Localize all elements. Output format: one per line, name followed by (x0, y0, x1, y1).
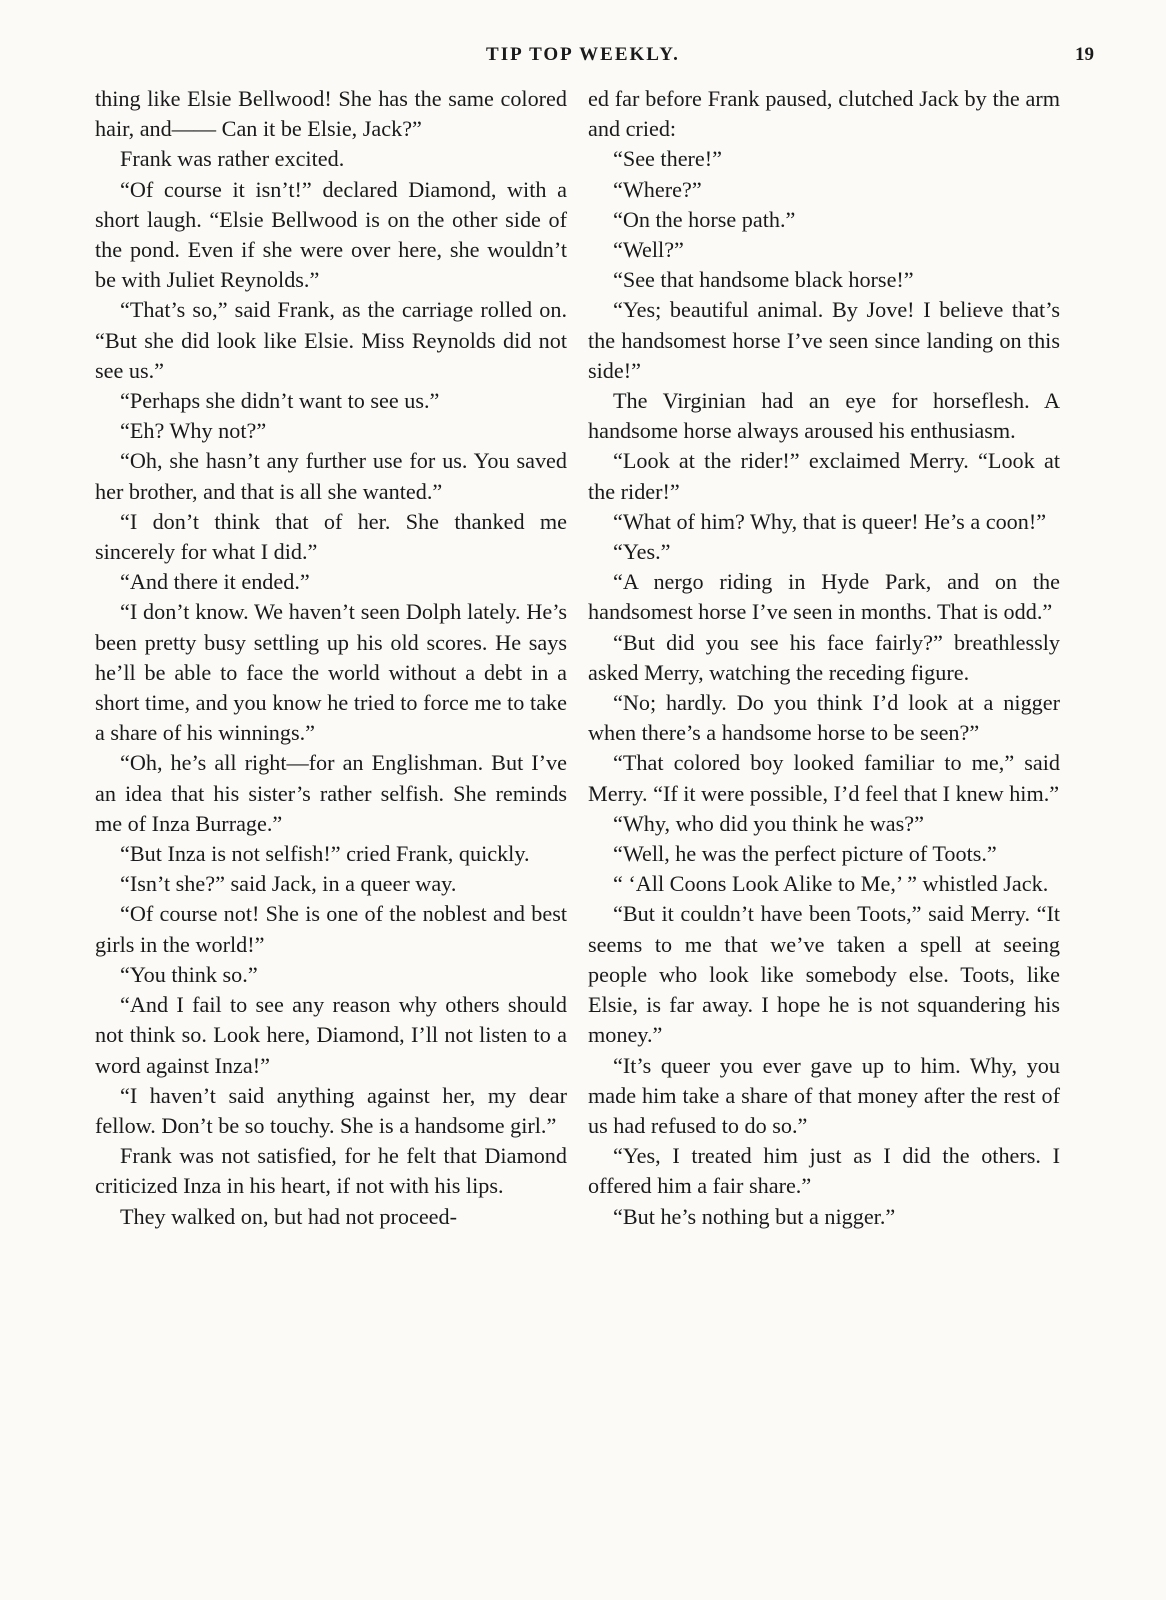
paragraph: “Of course it isn’t!” declared Diamond, with a short laugh. “Elsie Bellwood is on the other side of the pond. Even if she were over here, she wouldn’t be with Juliet Reynolds.” (95, 176, 567, 293)
paragraph: “That colored boy looked familiar to me,” said Merry. “If it were possible, I’d feel that I knew him.” (588, 750, 1060, 806)
paragraph: “What of him? Why, that is queer! He’s a coon!” (613, 508, 1047, 534)
paragraph: “Isn’t she?” said Jack, in a queer way. (120, 871, 457, 897)
paragraph: Frank was not satisfied, for he felt that Diamond criticized Inza in his heart, if not with his lips. (95, 1143, 567, 1199)
paragraph: “I don’t think that of her. She thanked me sincerely for what I did.” (95, 508, 567, 565)
paragraph: “Well?” (613, 237, 684, 263)
paragraph: “Yes.” (613, 539, 671, 565)
paragraph: “I don’t know. We haven’t seen Dolph lately. He’s been pretty busy settling up his old scores. He says he’ll be able to face the world without a debt in a short time, and you know he tried to force me to take a share of his winnings.” (95, 599, 567, 746)
paragraph: “Eh? Why not?” (120, 418, 267, 444)
paragraph: “You think so.” (120, 961, 258, 987)
paragraph: “Yes; beautiful animal. By Jove! I believe that’s the handsomest horse I’ve seen since landing on this side!” (588, 297, 1060, 383)
left-column (95, 84, 567, 1232)
paragraph: “Perhaps she didn’t want to see us.” (120, 388, 440, 414)
paragraph: Frank was rather excited. (120, 146, 345, 172)
paragraph: “Where?” (613, 176, 702, 202)
paragraph: “A nergo riding in Hyde Park, and on the handsomest horse I’ve seen in months. That is odd.” (588, 569, 1060, 625)
paragraph: ed far before Frank paused, clutched Jack by the arm and cried: (588, 86, 1060, 142)
paragraph: “ ‘All Coons Look Alike to Me,’ ” whistled Jack. (613, 871, 1049, 897)
paragraph: “Why, who did you think he was?” (613, 810, 924, 836)
paragraph: “But Inza is not selfish!” cried Frank, quickly. (120, 841, 530, 867)
paragraph: “And I fail to see any reason why others should not think so. Look here, Diamond, I’ll not listen to a word against Inza!” (95, 992, 567, 1078)
page-header (0, 44, 1166, 74)
paragraph: The Virginian had an eye for horseflesh. A handsome horse always aroused his enthusiasm. (588, 388, 1060, 444)
paragraph: “Oh, he’s all right—for an Englishman. But I’ve an idea that his sister’s rather selfish. She reminds me of Inza Burrage.” (95, 750, 567, 836)
paragraph: “Of course not! She is one of the noblest and best girls in the world!” (95, 901, 567, 957)
paragraph: “But he’s nothing but a nigger.” (613, 1203, 896, 1229)
right-column (588, 84, 1060, 1232)
paragraph: “Well, he was the perfect picture of Toots.” (613, 841, 997, 867)
paragraph: “On the horse path.” (613, 206, 796, 232)
paragraph: “But it couldn’t have been Toots,” said Merry. “It seems to me that we’ve taken a spell at seeing people who look like somebody else. Toots, like Elsie, is far away. I hope he is not squandering his money.” (588, 901, 1060, 1048)
paragraph: “But did you see his face fairly?” breathlessly asked Merry, watching the receding figure. (588, 629, 1060, 685)
paragraph: “Look at the rider!” exclaimed Merry. “Look at the rider!” (588, 448, 1060, 504)
paragraph: “That’s so,” said Frank, as the carriage rolled on. “But she did look like Elsie. Miss Reynolds did not see us.” (95, 297, 567, 383)
paragraph: thing like Elsie Bellwood! She has the same colored hair, and—— Can it be Elsie, Jack?” (95, 86, 567, 142)
page-number: 19 (1075, 44, 1094, 65)
paragraph: “Yes, I treated him just as I did the others. I offered him a fair share.” (588, 1143, 1060, 1199)
paragraph: “See that handsome black horse!” (613, 267, 914, 293)
paragraph: “No; hardly. Do you think I’d look at a nigger when there’s a handsome horse to be seen?” (588, 690, 1060, 746)
paragraph: “It’s queer you ever gave up to him. Why, you made him take a share of that money after the rest of us had refused to do so.” (588, 1052, 1060, 1138)
paragraph: “And there it ended.” (120, 569, 310, 595)
paragraph: “See there!” (613, 146, 723, 172)
paragraph: They walked on, but had not proceed- (120, 1203, 458, 1229)
paragraph: “Oh, she hasn’t any further use for us. You saved her brother, and that is all she wanted.” (95, 448, 567, 504)
paragraph: “I haven’t said anything against her, my dear fellow. Don’t be so touchy. She is a handsome girl.” (95, 1082, 567, 1138)
running-title: TIP TOP WEEKLY. (486, 44, 680, 65)
